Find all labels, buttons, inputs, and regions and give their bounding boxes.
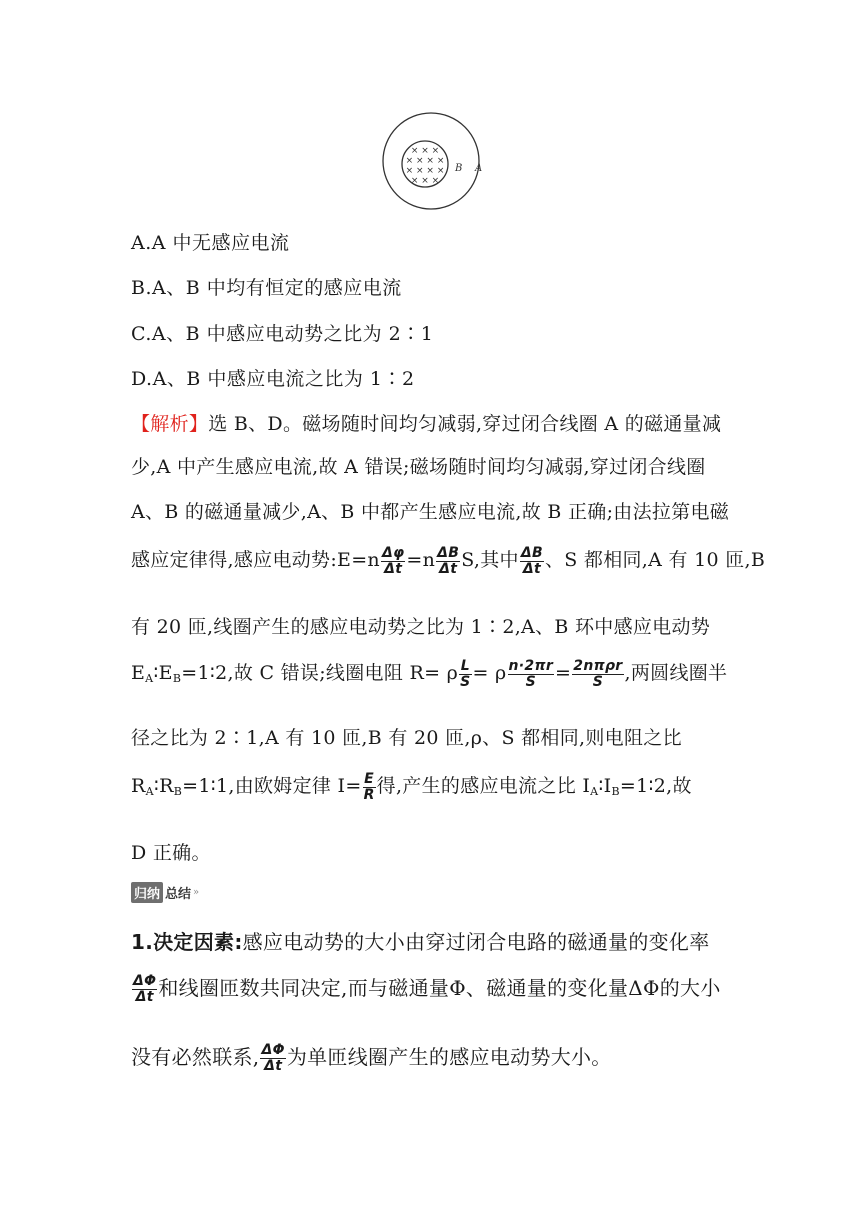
summary-badge-box: 归纳 <box>131 882 163 903</box>
analysis-line-8: $R_A∶R_B=1∶1$,由欧姆定律 I= $\frac{E}{R}$ 得,产生的感应电流之比 $I_A∶I_B=1∶2$,故 <box>131 770 692 803</box>
label-B: B <box>455 163 463 174</box>
analysis-line-3: A、B 的磁通量减少,A、B 中都产生感应电流,故 B 正确;由法拉第电磁 <box>131 501 730 523</box>
analysis-line-6: $E_A∶E_B=1∶2$,故 C 错误;线圈电阻 R= ρ $\frac{L}{S}$ = ρ $\frac{n\cdot 2\pi r}{S}$ = $\frac{\text{2nπρr}}{S}$ ,两圆线圈半 <box>131 657 728 690</box>
option-b: B.A、B 中均有恒定的感应电流 <box>131 277 402 299</box>
fraction-dPhi-dt-2: $\frac{\Delta\Phi}{\Delta t}$ <box>261 1042 285 1074</box>
cross-row: × × × <box>410 146 440 156</box>
summary-badge <box>131 881 199 903</box>
analysis-line-2: 少,A 中产生感应电流,故 A 错误;磁场随时间均匀减弱,穿过闭合线圈 <box>131 456 706 478</box>
double-arrow-icon: » <box>193 886 200 898</box>
label-A: A <box>475 163 483 174</box>
option-c: C.A、B 中感应电动势之比为 2∶1 <box>131 323 434 345</box>
analysis-line-4: 感应定律得,感应电动势:E=n $\frac{\Delta\varphi}{\Delta t}$ =n $\frac{\Delta B}{\Delta t}$ S,其中 $\frac{\Delta B}{\Delta t}$ 、S 都相同,A 有 10 匝,B <box>131 544 766 577</box>
summary-badge-text: 总结 <box>165 886 192 902</box>
fraction-dPhi-dt: $\frac{\Delta\Phi}{\Delta t}$ <box>133 973 157 1005</box>
cross-row: × × × × <box>405 156 445 166</box>
cross-row: × × × <box>410 176 440 186</box>
fraction-L-S: $\frac{L}{S}$ <box>460 657 471 690</box>
analysis-line-7: 径之比为 2∶1,A 有 10 匝,B 有 20 匝,ρ、S 都相同,则电阻之比 <box>131 727 682 749</box>
coil-figure <box>378 110 488 212</box>
analysis-line-5: 有 20 匝,线圈产生的感应电动势之比为 1∶2,A、B 环中感应电动势 <box>131 616 711 638</box>
analysis-tag: 【解析】 <box>131 413 209 435</box>
option-a: A.A 中无感应电流 <box>131 232 290 254</box>
analysis-line-9: D 正确。 <box>131 842 211 864</box>
fraction-dB-dt: $\frac{\Delta B}{\Delta t}$ <box>437 544 460 577</box>
summary-heading: 1.决定因素: <box>131 930 243 954</box>
option-d: D.A、B 中感应电流之比为 1∶2 <box>131 368 415 390</box>
fraction-E-R: $\frac{E}{R}$ <box>363 770 375 803</box>
fraction-n2pir-S: $\frac{n\cdot 2\pi r}{S}$ <box>508 657 554 690</box>
fraction-dphi-dt: $\frac{\Delta\varphi}{\Delta t}$ <box>381 544 405 577</box>
analysis-line-1: 【解析】选 B、D。磁场随时间均匀减弱,穿过闭合线圈 A 的磁通量减 <box>131 413 722 435</box>
cross-row: × × × × <box>405 166 445 176</box>
fraction-2npipr-S: $\frac{\text{2nπρr}}{S}$ <box>573 657 623 690</box>
summary-line-2: $\frac{\Delta\Phi}{\Delta t}$ 和线圈匝数共同决定,而与磁通量Φ、磁通量的变化量ΔΦ的大小 <box>133 973 721 1005</box>
fraction-dB-dt-2: $\frac{\Delta B}{\Delta t}$ <box>520 544 543 577</box>
summary-line-1: 1.决定因素:感应电动势的大小由穿过闭合电路的磁通量的变化率 <box>131 930 710 954</box>
summary-line-3: 没有必然联系, $\frac{\Delta\Phi}{\Delta t}$ 为单匝线圈产生的感应电动势大小。 <box>131 1042 612 1074</box>
